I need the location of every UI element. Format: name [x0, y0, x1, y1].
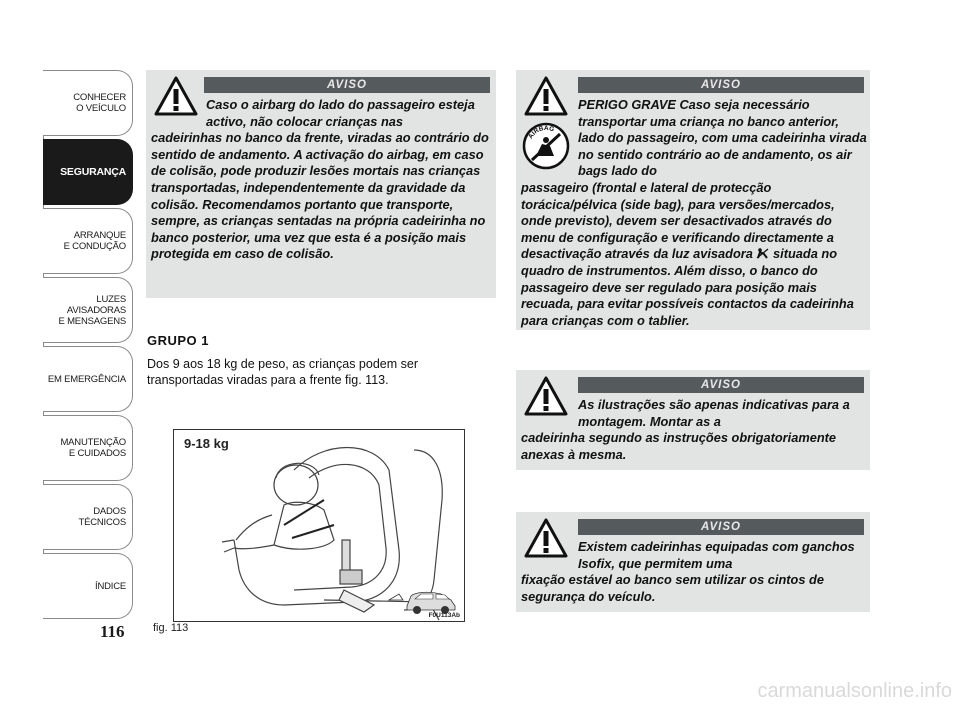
warning-title: AVISO [701, 79, 741, 91]
car-orientation-icon [389, 592, 455, 614]
warning-text [151, 97, 493, 263]
sidebar-item-conhecer-o-veiculo[interactable]: CONHECER O VEÍCULO [43, 70, 133, 136]
sidebar-item-em-emergencia[interactable]: EM EMERGÊNCIA [43, 346, 133, 412]
warning-header-bar [578, 377, 864, 393]
airbag-off-icon [756, 248, 769, 259]
warning-text [521, 539, 867, 605]
airbag-label: AIRBAG [527, 124, 556, 141]
section-paragraph: Dos 9 aos 18 kg de peso, as crianças podem ser transportadas viradas para a frente fig. 113. [147, 357, 418, 387]
sidebar-item-manutencao[interactable]: MANUTENÇÃO E CUIDADOS [43, 415, 133, 481]
child-seat-illustration [174, 430, 465, 622]
sidebar [43, 70, 133, 620]
sidebar-item-dados-tecnicos[interactable]: DADOS TÉCNICOS [43, 484, 133, 550]
warning-text-rest: cadeirinhas no banco da frente, viradas ao contrário do sentido de andamento. A activação do airbag, em caso de colisão, pode produzir lesões mortais nas crianças transportadas, independentemente da gravidade da colisão. Recomendamos portanto que transporte, sempre, as crianças sentadas na própria cadeirinha no banco posterior, uma vez que esta é a posição mais protegida em caso de colisão. [151, 130, 489, 262]
sidebar-item-arranque[interactable]: ARRANQUE E CONDUÇÃO [43, 208, 133, 274]
warning-title: AVISO [701, 521, 741, 533]
warning-text-first: Caso o airbarg do lado do passageiro esteja activo, não colocar crianças nas [206, 97, 475, 129]
sidebar-item-seguranca[interactable]: SEGURANÇA [43, 139, 133, 205]
warning-text-first: PERIGO GRAVE Caso seja necessário transportar uma criança no banco anterior, lado do passageiro, com uma cadeirinha virada no sentido contrário ao de andamento, os air bags lado do [578, 97, 867, 179]
figure-weight-label: 9-18 kg [184, 436, 229, 451]
warning-text-first: As ilustrações são apenas indicativas para a montagem. Montar as a [578, 397, 850, 429]
warning-box-isofix [516, 512, 870, 612]
sidebar-item-indice[interactable]: ÍNDICE [43, 553, 133, 619]
page-number: 116 [100, 622, 125, 641]
warning-header-bar [204, 77, 490, 93]
warning-text-first: Existem cadeirinhas equipadas com ganchos Isofix, que permitem uma [578, 539, 855, 571]
figure-code: F0U113Ab [428, 612, 460, 619]
sidebar-item-luzes-avisadoras[interactable]: LUZES AVISADORAS E MENSAGENS [43, 277, 133, 343]
figure-caption: fig. 113 [153, 622, 189, 634]
warning-title: AVISO [327, 79, 367, 91]
warning-header-bar [578, 519, 864, 535]
warning-box-ilustracoes [516, 370, 870, 470]
warning-text-rest-a: passageiro (frontal e lateral de protecção torácica/pélvica (side bag), para versões/mercados, onde previsto), devem ser desactivados através do menu de configuração e verificando directamente a desactivação através da luz avisadora [521, 179, 835, 262]
warning-text-rest-b: situada no quadro de instrumentos. Além disso, o banco do passageiro deve ser regulado para posição mais recuada, para evitar possíveis contactos da cadeirinha para crianças com o tablier. [521, 246, 854, 328]
watermark-logo: carmanualsonline.info [757, 680, 952, 702]
warning-text [521, 97, 867, 329]
warning-box-airbag-active [146, 70, 496, 298]
section-heading: GRUPO 1 [147, 333, 210, 348]
figure-child-seat [173, 429, 465, 622]
warning-text-rest: cadeirinha segundo as instruções obrigatoriamente anexas à mesma. [521, 430, 837, 462]
warning-box-perigo-grave [516, 70, 870, 330]
warning-title: AVISO [701, 379, 741, 391]
warning-header-bar [578, 77, 864, 93]
warning-text-rest: fixação estável ao banco sem utilizar os cintos de segurança do veículo. [521, 572, 824, 604]
warning-text [521, 397, 867, 463]
